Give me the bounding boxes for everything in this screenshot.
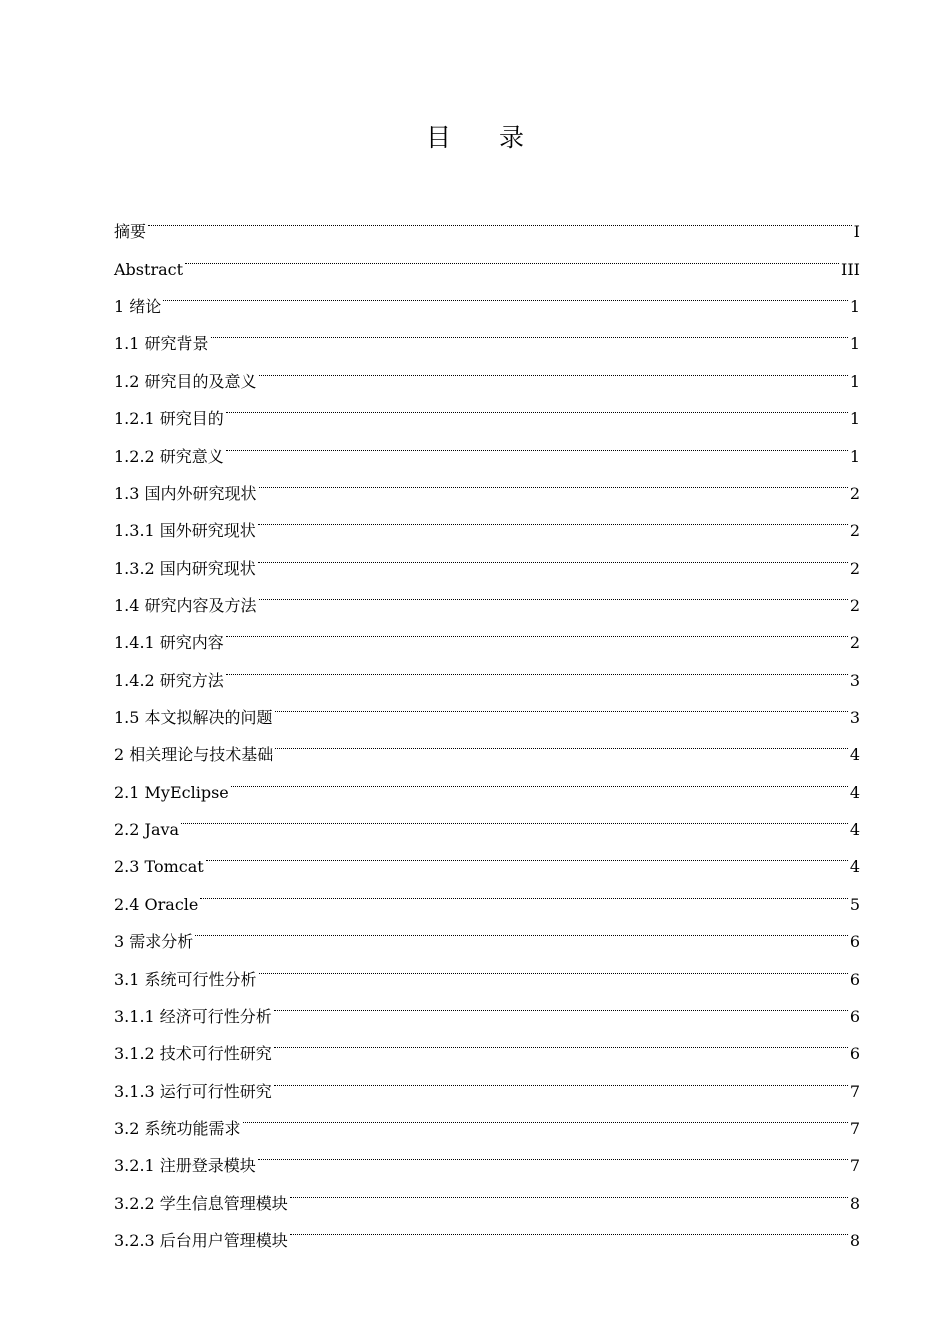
toc-entry-page-number: 3 (849, 670, 860, 690)
toc-entry-page-number: 7 (849, 1081, 860, 1101)
toc-entry-label: 1.5 本文拟解决的问题 (114, 708, 273, 728)
toc-dot-leader (211, 312, 848, 349)
toc-entry-label: 1.1 研究背景 (114, 334, 209, 354)
toc-entry-label: 1.2.1 研究目的 (114, 409, 224, 429)
toc-entry-page-number: 4 (849, 782, 860, 802)
toc-entry-label: 1.4 研究内容及方法 (114, 595, 257, 615)
toc-entry[interactable] (114, 798, 860, 840)
toc-dot-leader (231, 760, 848, 797)
toc-entry-page-number: 8 (849, 1193, 860, 1213)
toc-entry-page-number: 4 (849, 820, 860, 840)
toc-dot-leader (275, 723, 848, 760)
toc-dot-leader (290, 1171, 848, 1208)
toc-entry-page-number: 7 (849, 1118, 860, 1138)
toc-entry[interactable] (114, 237, 860, 279)
toc-entry-page-number: 1 (849, 446, 860, 466)
toc-entry[interactable] (114, 947, 860, 989)
toc-dot-leader (258, 1134, 848, 1171)
toc-entry[interactable] (114, 349, 860, 391)
toc-entry-page-number: 2 (849, 595, 860, 615)
toc-entry-page-number: 2 (849, 558, 860, 578)
toc-entry-label: 1 绪论 (114, 297, 162, 317)
toc-dot-leader (274, 985, 848, 1022)
toc-entry-label: 1.4.2 研究方法 (114, 670, 224, 690)
toc-entry[interactable] (114, 910, 860, 952)
toc-entry-label: 1.4.1 研究内容 (114, 633, 224, 653)
toc-entry-page-number: 6 (849, 932, 860, 952)
toc-entry-label: Abstract (114, 259, 184, 279)
toc-dot-leader (226, 611, 848, 648)
toc-dot-leader (226, 424, 848, 461)
toc-entry-label: 1.2.2 研究意义 (114, 446, 224, 466)
toc-entry-page-number: 3 (849, 708, 860, 728)
toc-entry-page-number: I (853, 222, 860, 242)
toc-entry-label: 3 需求分析 (114, 932, 194, 952)
toc-entry-page-number: 5 (849, 894, 860, 914)
toc-entry-label: 2.4 Oracle (114, 894, 199, 914)
toc-entry[interactable] (114, 686, 860, 728)
toc-entry-label: 3.1 系统可行性分析 (114, 969, 257, 989)
toc-dot-leader (259, 574, 848, 611)
toc-entry-label: 2.1 MyEclipse (114, 782, 229, 802)
toc-entry-label: 3.2.2 学生信息管理模块 (114, 1193, 288, 1213)
toc-dot-leader (290, 1209, 848, 1246)
toc-entry[interactable] (114, 872, 860, 914)
toc-entry-label: 1.3.2 国内研究现状 (114, 558, 256, 578)
toc-entry[interactable] (114, 835, 860, 877)
toc-entry-label: 3.1.3 运行可行性研究 (114, 1081, 272, 1101)
toc-dot-leader (206, 835, 848, 872)
toc-entry-label: 1.3 国内外研究现状 (114, 483, 257, 503)
toc-dot-leader (259, 349, 848, 386)
toc-dot-leader (226, 648, 848, 685)
toc-entry[interactable] (114, 424, 860, 466)
toc-entry-label: 2.2 Java (114, 820, 180, 840)
toc-entry-page-number: 1 (849, 297, 860, 317)
toc-entry-page-number: 2 (849, 521, 860, 541)
toc-entry-page-number: 7 (849, 1156, 860, 1176)
toc-dot-leader (259, 462, 848, 499)
toc-entry-page-number: 2 (849, 633, 860, 653)
toc-entry-page-number: 1 (849, 334, 860, 354)
toc-entry-page-number: 6 (849, 1044, 860, 1064)
toc-entry-label: 2.3 Tomcat (114, 857, 204, 877)
toc-entry-page-number: 1 (849, 409, 860, 429)
toc-dot-leader (243, 1097, 848, 1134)
toc-dot-leader (259, 947, 848, 984)
toc-entry-page-number: 1 (849, 371, 860, 391)
toc-entry-label: 3.2.1 注册登录模块 (114, 1156, 256, 1176)
toc-entry-page-number: 4 (849, 745, 860, 765)
toc-dot-leader (258, 536, 848, 573)
toc-entry[interactable] (114, 312, 860, 354)
toc-entry-page-number: 2 (849, 483, 860, 503)
toc-dot-leader (226, 387, 848, 424)
toc-entry-label: 3.1.2 技术可行性研究 (114, 1044, 272, 1064)
toc-entry-page-number: 4 (849, 857, 860, 877)
toc-entry[interactable] (114, 462, 860, 503)
toc-entry-label: 1.2 研究目的及意义 (114, 371, 257, 391)
toc-dot-leader (195, 910, 848, 947)
toc-entry-label: 3.1.1 经济可行性分析 (114, 1006, 272, 1026)
toc-entry[interactable] (114, 387, 860, 429)
toc-title: 目 录 (426, 123, 544, 152)
toc-entry-label: 2 相关理论与技术基础 (114, 745, 274, 765)
toc-entry[interactable] (114, 275, 860, 317)
toc-entry-page-number: 8 (849, 1231, 860, 1251)
toc-dot-leader (274, 1059, 848, 1096)
toc-entry-page-number: III (841, 259, 860, 279)
toc-dot-leader (163, 275, 848, 312)
toc-entry-label: 3.2.3 后台用户管理模块 (114, 1231, 288, 1251)
toc-entry-page-number: 6 (849, 1006, 860, 1026)
toc-dot-leader (148, 200, 852, 237)
toc-dot-leader (274, 1022, 848, 1059)
toc-list (114, 200, 860, 1251)
toc-entry[interactable] (114, 648, 860, 690)
toc-entry[interactable] (114, 611, 860, 653)
toc-dot-leader (200, 872, 847, 909)
toc-entry-label: 1.3.1 国外研究现状 (114, 521, 256, 541)
toc-dot-leader (258, 499, 848, 536)
toc-dot-leader (275, 686, 848, 723)
toc-dot-leader (185, 237, 839, 274)
toc-entry-page-number: 6 (849, 969, 860, 989)
toc-entry-label: 3.2 系统功能需求 (114, 1118, 241, 1138)
toc-entry-label: 摘要 (114, 222, 147, 242)
toc-dot-leader (181, 798, 848, 835)
toc-entry[interactable] (114, 200, 860, 242)
